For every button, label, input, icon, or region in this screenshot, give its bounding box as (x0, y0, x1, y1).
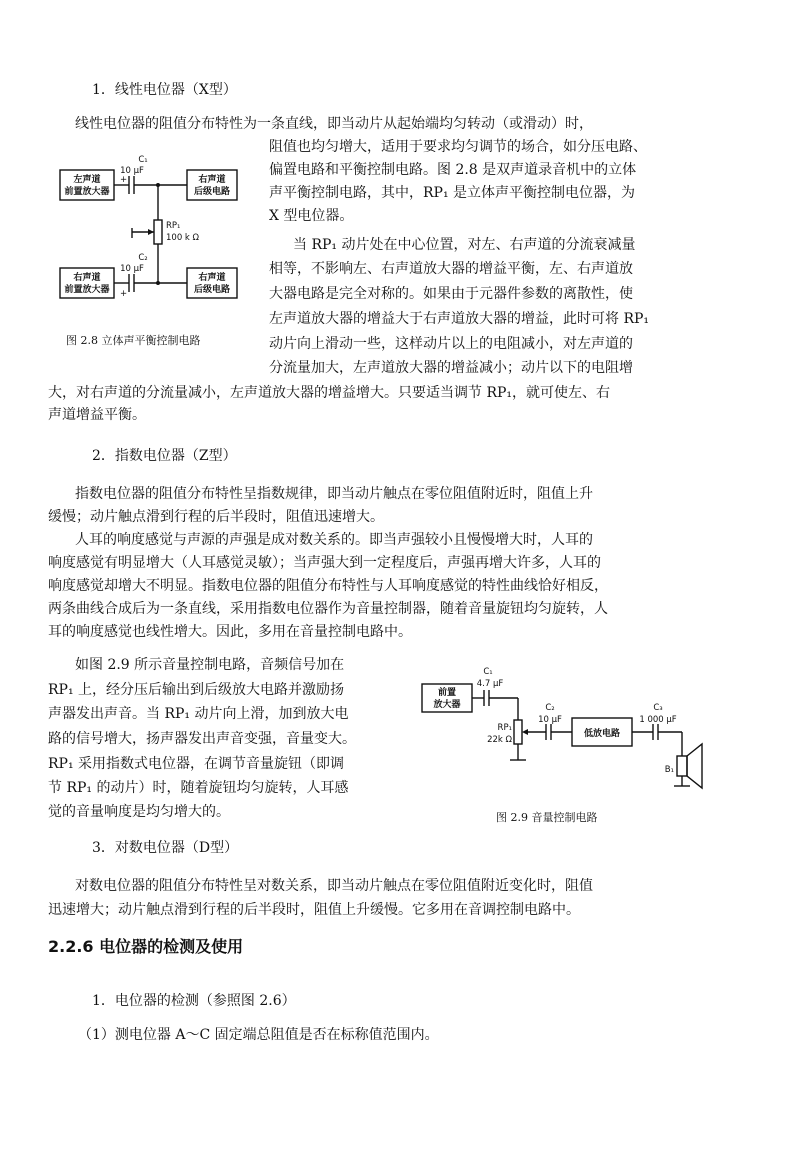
para-line: 大器电路是完全对称的。如果由于元器件参数的离散性，使 (269, 286, 633, 302)
figure-2-8-caption: 图 2.8 立体声平衡控制电路 (66, 334, 201, 347)
para-line: 指数电位器的阻值分布特性呈指数规律，即当动片触点在零位阻值附近时，阻值上升 (75, 486, 593, 502)
fig28-c1-label: C₁ (138, 155, 148, 165)
fig28-c2-value: 10 μF (120, 264, 144, 274)
fig28-right-post-top-label-1: 右声道 (198, 175, 226, 185)
fig28-right-post-bottom-label-1: 右声道 (198, 273, 226, 283)
fig29-pre-amp-label-1: 前置 (437, 688, 457, 698)
para-line: 相等，不影响左、右声道放大器的增益平衡，左、右声道放 (269, 261, 633, 277)
para-line: 迅速增大；动片触点滑到行程的后半段时，阻值上升缓慢。它多用在音调控制电路中。 (48, 902, 580, 918)
fig29-c1-value: 4.7 μF (476, 679, 504, 689)
para-line: 声器发出声音。当 RP₁ 动片向上滑，加到放大电 (48, 706, 349, 722)
section-heading-logarithmic: 3．对数电位器（D型） (92, 840, 239, 856)
para-line: 线性电位器的阻值分布特性为一条直线，即当动片从起始端均匀转动（或滑动）时， (75, 116, 593, 132)
figure-2-9-volume-control-circuit (418, 660, 718, 790)
para-line: 左声道放大器的增益大于右声道放大器的增益，此时可将 RP₁ (269, 311, 650, 327)
para-line: 路的信号增大，扬声器发出声音变强，音量变大。 (48, 731, 356, 747)
fig29-low-amp-label: 低放电路 (583, 729, 621, 739)
fig29-c2-value: 10 μF (538, 715, 562, 725)
fig28-c2-plus: + (120, 289, 128, 299)
para-line: 偏置电路和平衡控制电路。图 2.8 是双声道录音机中的立体 (269, 162, 637, 178)
para-line: RP₁ 上，经分压后输出到后级放大电路并激励扬 (48, 682, 345, 698)
fig28-left-pre-amp-label-2: 前置放大器 (64, 187, 110, 197)
para-line: 缓慢；动片触点滑到行程的后半段时，阻值迅速增大。 (48, 509, 384, 525)
figure-2-8-stereo-balance-circuit (54, 148, 268, 314)
fig29-pre-amp-label-2: 放大器 (433, 700, 461, 710)
para-line: 如图 2.9 所示音量控制电路，音频信号加在 (75, 657, 345, 673)
figure-2-9-caption: 图 2.9 音量控制电路 (496, 811, 598, 824)
para-line: X 型电位器。 (269, 208, 354, 224)
para-line: 耳的响度感觉也线性增大。因此，多用在音量控制电路中。 (48, 624, 412, 640)
para-line: 当 RP₁ 动片处在中心位置，对左、右声道的分流衰减量 (293, 237, 636, 253)
fig28-rp1-value: 100 k Ω (166, 233, 200, 243)
fig29-rp1-value: 22k Ω (487, 735, 512, 745)
fig29-c3-label: C₃ (653, 703, 663, 713)
para-line: 对数电位器的阻值分布特性呈对数关系，即当动片触点在零位阻值附近变化时，阻值 (75, 878, 593, 894)
fig28-rp1-label: RP₁ (166, 221, 181, 231)
fig29-c3-value: 1 000 μF (639, 715, 677, 725)
fig28-c1-value: 10 μF (120, 166, 144, 176)
fig29-c2-label: C₂ (545, 703, 555, 713)
section-heading-exponential: 2．指数电位器（Z型） (92, 448, 237, 464)
para-line: 人耳的响度感觉与声源的声强是成对数关系的。即当声强较小且慢慢增大时，人耳的 (75, 532, 593, 548)
para-line: 响度感觉却增大不明显。指数电位器的阻值分布特性与人耳响度感觉的特性曲线恰好相反， (48, 578, 608, 594)
para-line: 声平衡控制电路，其中，RP₁ 是立体声平衡控制电位器，为 (269, 185, 636, 201)
para-line: 觉的音量响度是均匀增大的。 (48, 804, 230, 820)
section-heading-linear: 1．线性电位器（X型） (92, 82, 237, 98)
para-line: 声道增益平衡。 (48, 407, 146, 423)
para-line: 阻值也均匀增大，适用于要求均匀调节的场合，如分压电路、 (269, 139, 647, 155)
fig28-c1-plus: + (120, 175, 128, 185)
list-item: （1）测电位器 A～C 固定端总阻值是否在标称值范围内。 (78, 1027, 439, 1043)
fig28-right-pre-amp-label-2: 前置放大器 (64, 285, 110, 295)
para-line: 两条曲线合成后为一条直线，采用指数电位器作为音量控制器，随着音量旋钮均匀旋转，人 (48, 601, 608, 617)
para-line: RP₁ 采用指数式电位器，在调节音量旋钮（即调 (48, 756, 345, 772)
fig29-c1-label: C₁ (483, 667, 493, 677)
fig29-b1-label: B₁ (664, 765, 674, 775)
para-line: 大，对右声道的分流量减小，左声道放大器的增益增大。只要适当调节 RP₁，就可使左、右 (48, 385, 611, 401)
fig28-right-post-top-label-2: 后级电路 (193, 187, 231, 197)
para-line: 节 RP₁ 的动片）时，随着旋钮均匀旋转，人耳感 (48, 780, 349, 796)
section-title-2-2-6: 2.2.6 电位器的检测及使用 (48, 937, 244, 956)
fig28-left-pre-amp-label-1: 左声道 (73, 175, 101, 185)
fig28-right-pre-amp-label-1: 右声道 (73, 273, 101, 283)
fig29-rp1-label: RP₁ (497, 723, 512, 733)
subsection-heading-detection: 1．电位器的检测（参照图 2.6） (92, 993, 296, 1009)
para-line: 分流量加大，左声道放大器的增益减小；动片以下的电阻增 (269, 360, 633, 376)
para-line: 响度感觉有明显增大（人耳感觉灵敏）；当声强大到一定程度后，声强再增大许多，人耳的 (48, 555, 601, 571)
fig28-c2-label: C₂ (138, 253, 148, 263)
para-line: 动片向上滑动一些，这样动片以上的电阻减小，对左声道的 (269, 336, 633, 352)
fig28-right-post-bottom-label-2: 后级电路 (193, 285, 231, 295)
